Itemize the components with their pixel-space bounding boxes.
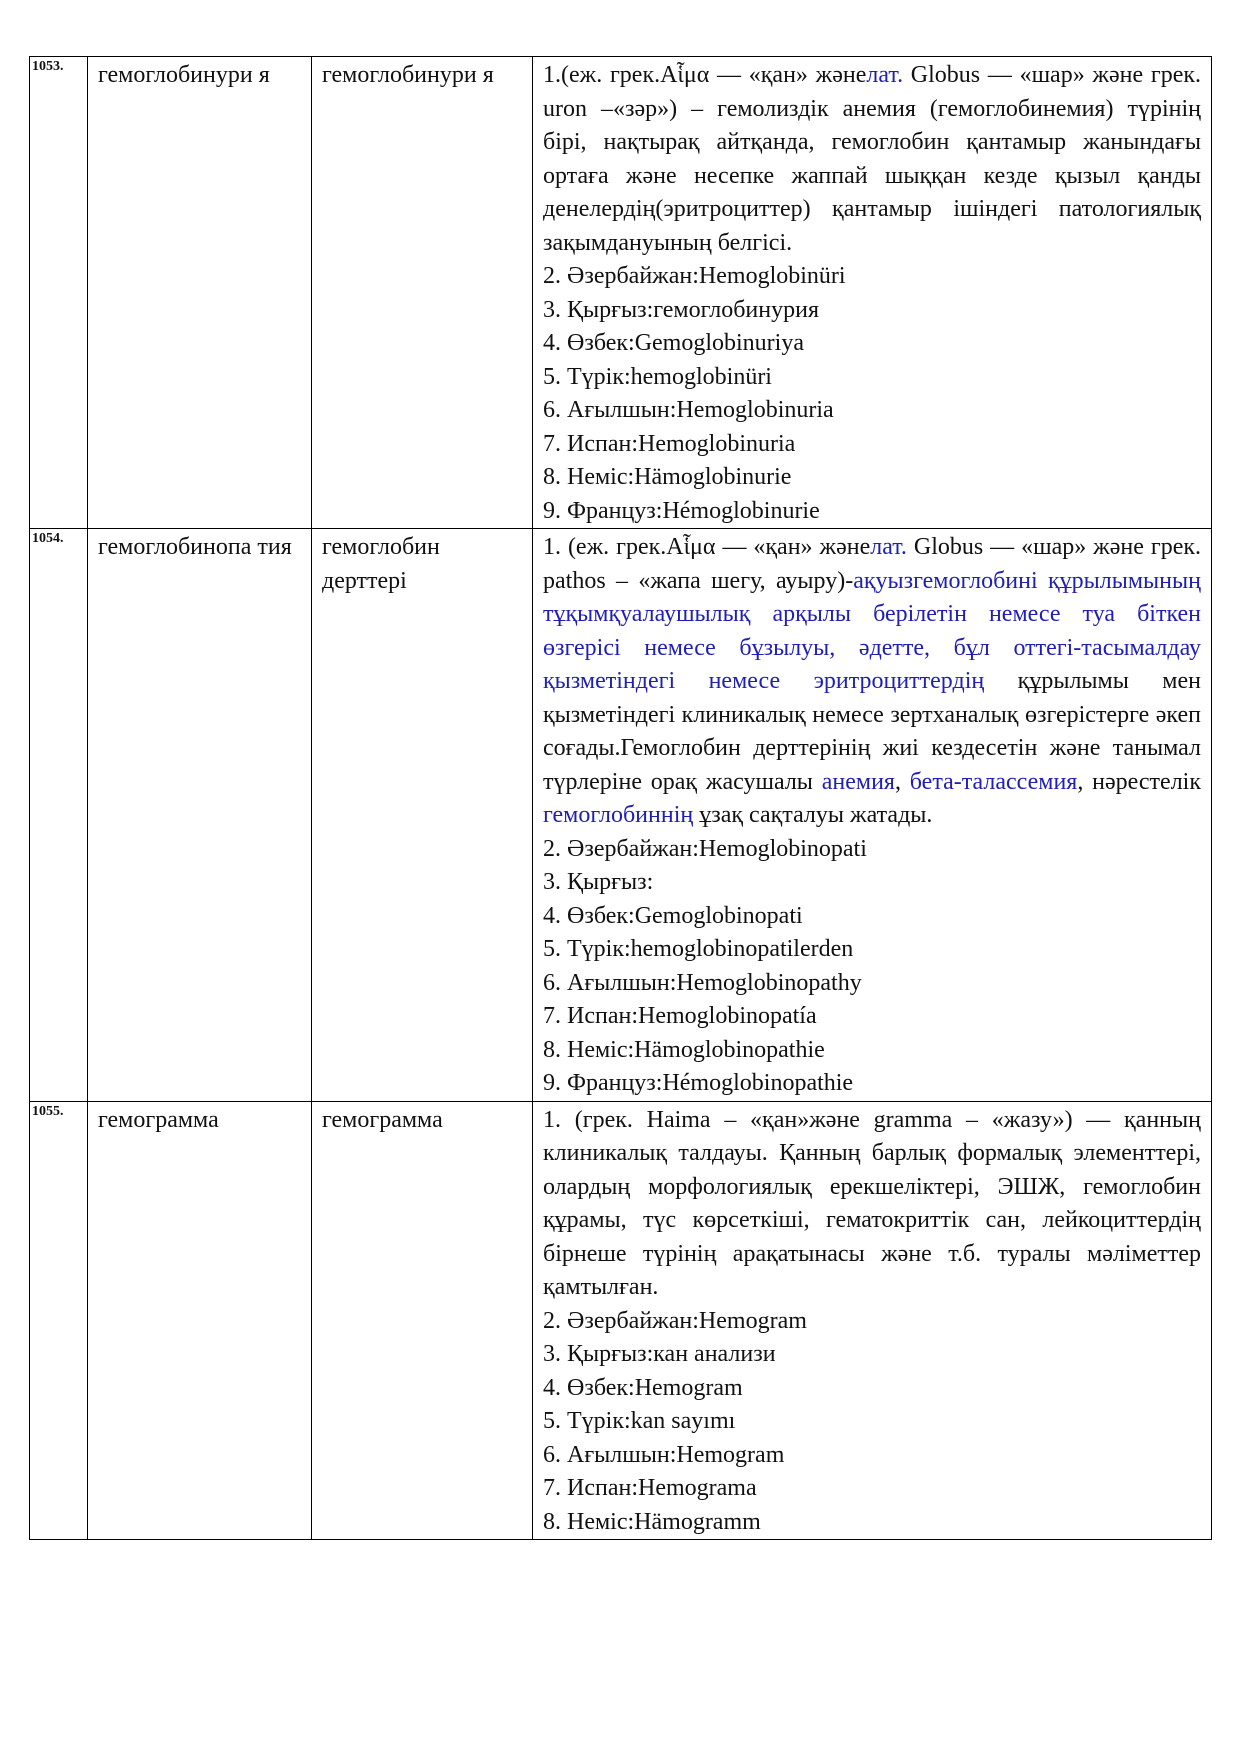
translation-item: 9. Француз:Hémoglobinurie xyxy=(543,497,820,524)
translation-item: 2. Әзербайжан:Hemoglobinüri xyxy=(543,263,846,289)
table-row xyxy=(30,529,1212,1102)
translation-item: 4. Өзбек:Gemoglobinopati xyxy=(543,902,803,929)
translation-item: 2. Әзербайжан:Hemogram xyxy=(543,1307,807,1334)
term-kazakh: гемоглобинопа тия xyxy=(88,529,312,1102)
definition-run: , xyxy=(894,768,910,795)
definition-text xyxy=(543,59,1201,260)
table-row xyxy=(30,1101,1212,1540)
definition-run: 1. (грек. Haima – «қан»және gramma – «жазу») — қанның клиникалық талдауы. Қанның барлық формалық элементтері, олардың морфологиялық ерекшеліктері, ЭШЖ, гемоглобин құрамы, түс көрсеткіші, гематокриттік сан, лейкоциттердің бірнеше түрінің арақатынасы және т.б. туралы мәліметтер қамтылған. xyxy=(543,1106,1201,1300)
definition-link[interactable]: бета-талассемия xyxy=(909,768,1078,795)
definition-cell xyxy=(533,57,1212,529)
definition-run: 1.(еж. грек.Αἷμα — «қан» және xyxy=(543,62,867,88)
definition-run: Globus — «шар» және грек. uron –«зәр») – гемолиздік анемия (гемоглобинемия) түрінің бірі, нақтырақ айтқанда, гемоглобин қантамыр жанындағы ортаға және несепке жаппай шыққан кезде қызыл қанды денелердің(эритроциттер) қантамыр ішіндегі патологиялық зақымдануының белгісі. xyxy=(543,62,1202,256)
definition-run: 1. (еж. грек.Αἷμα — «қан» және xyxy=(543,534,871,560)
translations-list xyxy=(543,1305,1201,1540)
translation-item: 3. Қырғыз:гемоглобинурия xyxy=(543,296,819,323)
dictionary-body xyxy=(30,57,1212,1540)
definition-text xyxy=(543,531,1201,833)
translation-item: 8. Неміс:Hämoglobinopathie xyxy=(543,1036,825,1063)
translation-item: 9. Француз:Hémoglobinopathie xyxy=(543,1070,854,1096)
definition-cell xyxy=(533,529,1212,1102)
definition-link[interactable]: анемия xyxy=(821,768,895,795)
term-kazakh: гемоглобинури я xyxy=(88,57,312,529)
definition-link[interactable]: лат. xyxy=(866,62,904,88)
definition-link[interactable]: ақуызгемоглобині құрылымының тұқымқуалаушылық арқылы берілетін немесе туа біткен өзгерісі немесе бұзылуы, әдетте, бұл оттегі-тасымалдау қызметіндегі немесе эритроциттердің xyxy=(543,567,1201,694)
definition-run: Globus — «шар» және грек. pathos – «жапа шегу, ауыру)- xyxy=(543,534,1202,594)
translation-item: 7. Испан:Hemoglobinuria xyxy=(543,430,796,457)
translation-item: 8. Неміс:Hämogramm xyxy=(543,1508,761,1535)
table-row xyxy=(30,57,1212,529)
translation-item: 5. Түрік:kan sayımı xyxy=(543,1408,736,1434)
entry-number: 1054. xyxy=(30,529,88,1102)
translation-item: 7. Испан:Hemograma xyxy=(543,1475,757,1501)
translation-item: 6. Ағылшын:Hemogram xyxy=(543,1441,785,1468)
definition-link[interactable]: гемоглобиннің xyxy=(543,802,694,828)
definition-text xyxy=(543,1104,1201,1305)
term-kazakh-alt: гемоглобинури я xyxy=(312,57,533,529)
translation-item: 6. Ағылшын:Hemoglobinopathy xyxy=(543,969,862,996)
translation-item: 8. Неміс:Hämoglobinurie xyxy=(543,464,792,490)
definition-run: құрылымы мен қызметіндегі клиникалық немесе зертханалық өзгерістерге әкеп соғады.Гемоглобин дерттерінің жиі кездесетін және танымал түрлеріне орақ жасушалы xyxy=(543,668,1201,795)
translation-item: 3. Қырғыз:кан анализи xyxy=(543,1341,776,1367)
dictionary-table xyxy=(29,56,1212,1540)
translation-item: 5. Түрік:hemoglobinüri xyxy=(543,363,772,390)
term-kazakh-alt: гемограмма xyxy=(312,1101,533,1540)
translation-item: 5. Түрік:hemoglobinopatilerden xyxy=(543,936,854,962)
definition-run: , нәрестелік xyxy=(1077,768,1201,795)
entry-number: 1053. xyxy=(30,57,88,529)
translation-item: 2. Әзербайжан:Hemoglobinopati xyxy=(543,835,867,862)
translations-list xyxy=(543,260,1201,528)
translation-item: 4. Өзбек:Gemoglobinuriya xyxy=(543,330,804,356)
translation-item: 6. Ағылшын:Hemoglobinuria xyxy=(543,397,834,423)
term-kazakh-alt: гемоглобин дерттері xyxy=(312,529,533,1102)
definition-run: ұзақ сақталуы жатады. xyxy=(693,802,933,828)
entry-number: 1055. xyxy=(30,1101,88,1540)
translations-list xyxy=(543,833,1201,1101)
term-kazakh: гемограмма xyxy=(88,1101,312,1540)
definition-link[interactable]: лат. xyxy=(870,534,907,560)
definition-cell xyxy=(533,1101,1212,1540)
translation-item: 7. Испан:Hemoglobinopatía xyxy=(543,1003,817,1029)
translation-item: 4. Өзбек:Hemogram xyxy=(543,1374,743,1401)
translation-item: 3. Қырғыз: xyxy=(543,869,654,895)
